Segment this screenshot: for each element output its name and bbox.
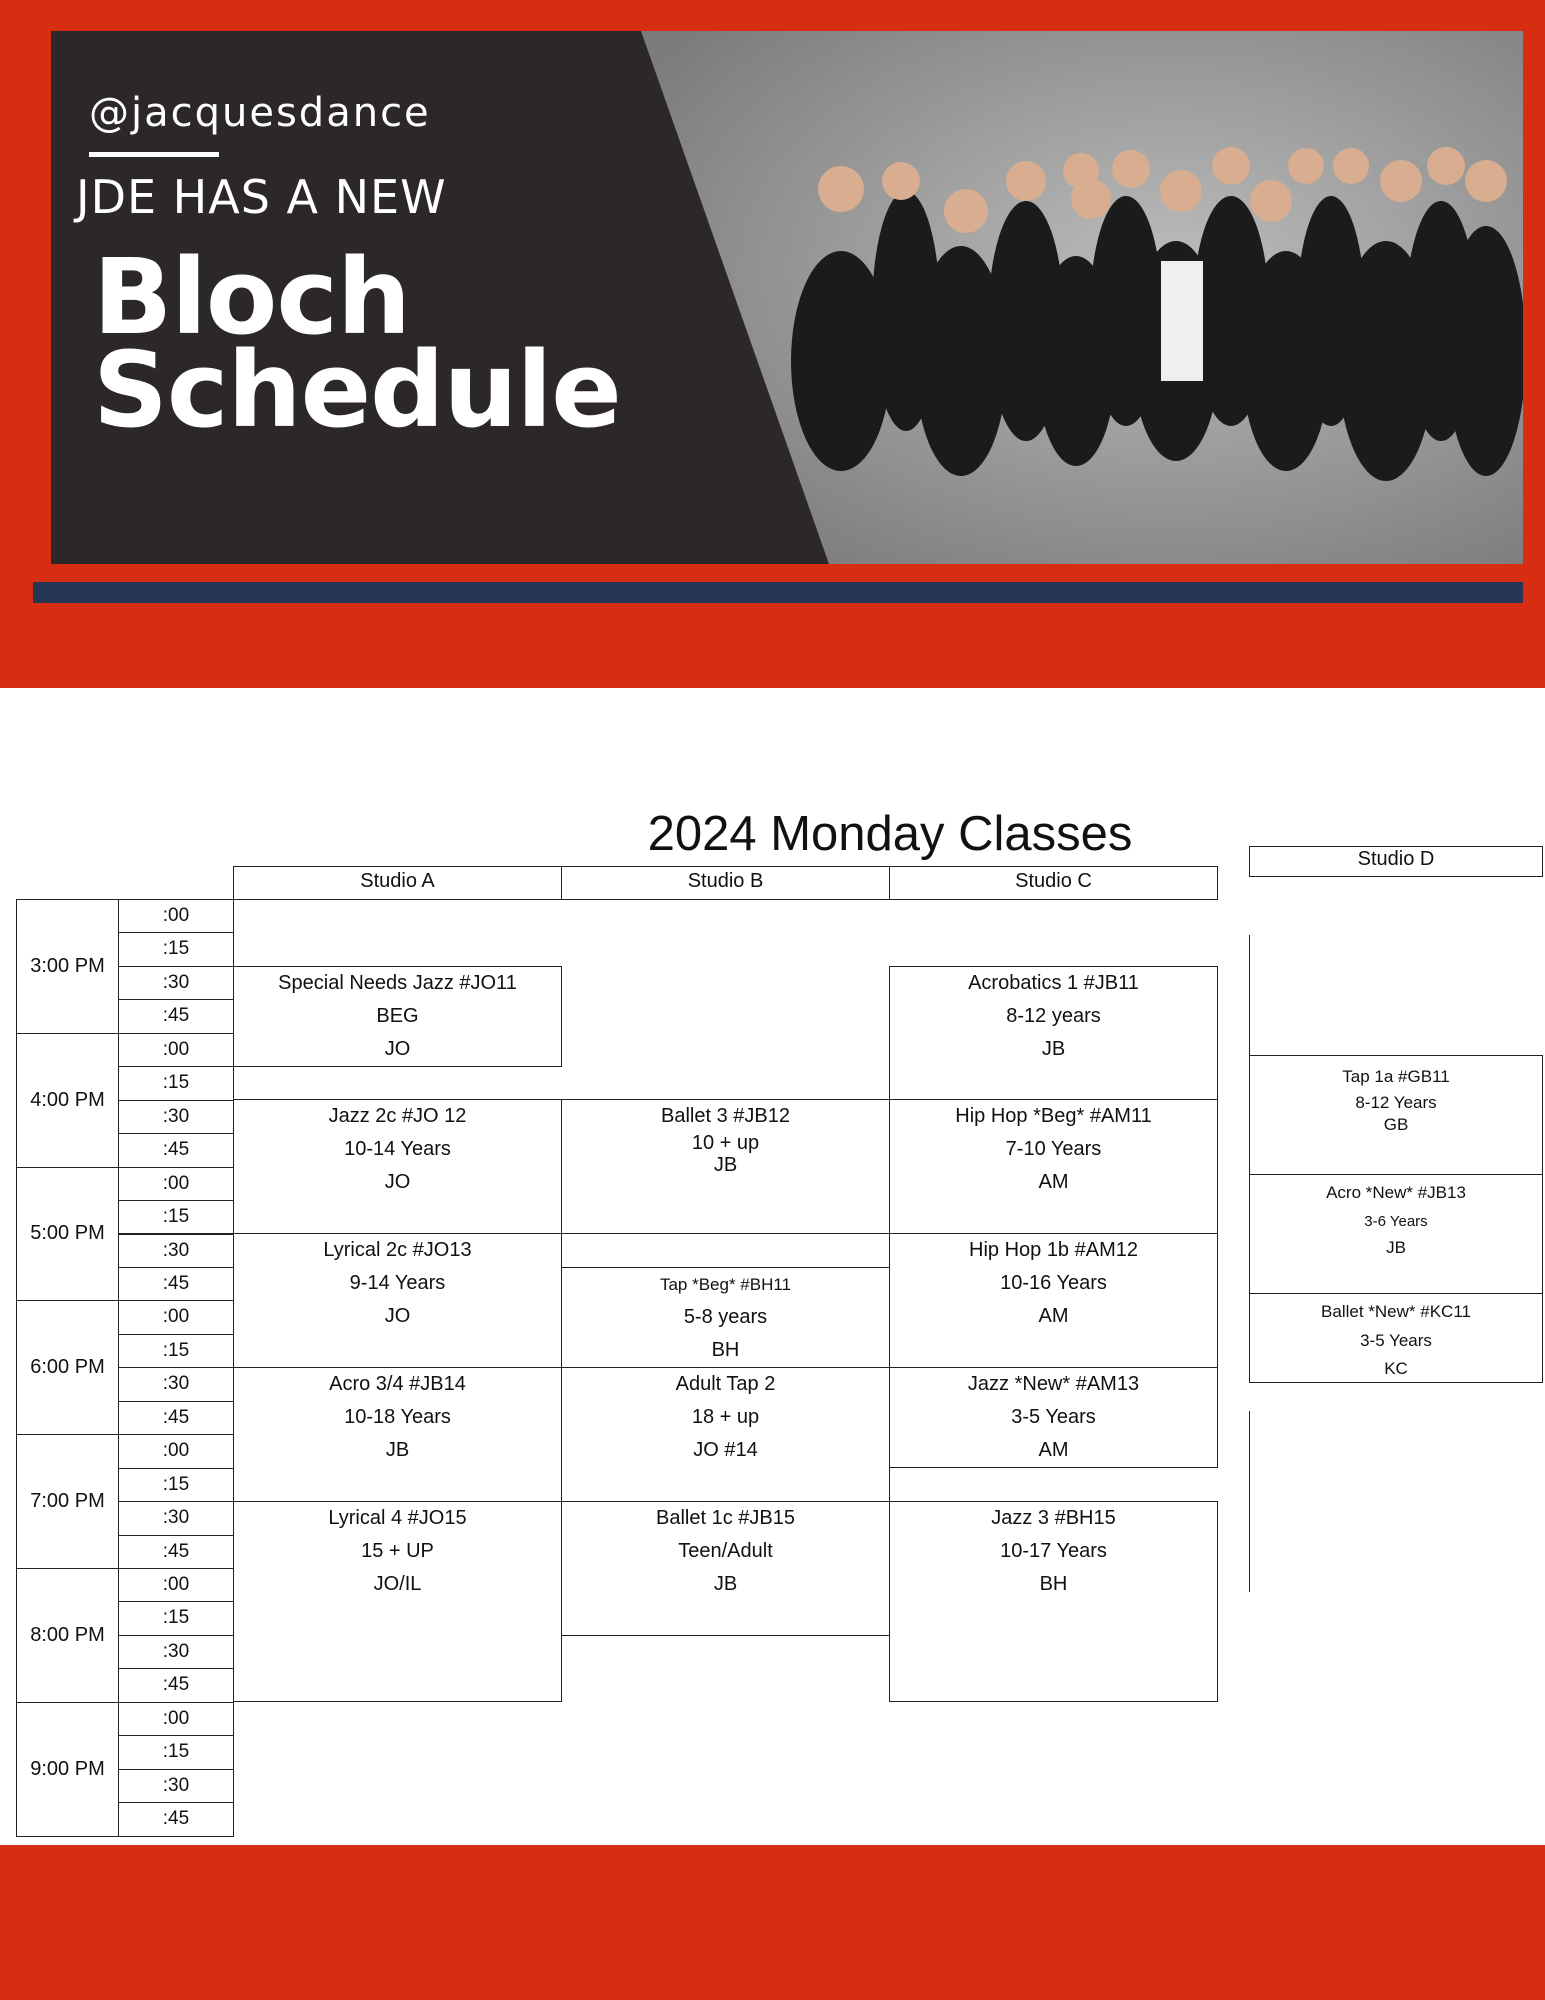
minute-label: :45	[118, 1133, 234, 1167]
class-level: 18 + up	[691, 1406, 760, 1428]
class-level: 3-5 Years	[1360, 1331, 1432, 1350]
class-instructor: JB	[713, 1573, 738, 1595]
class-block	[233, 1099, 562, 1234]
class-instructor: JB	[1041, 1038, 1066, 1060]
hour-label: 8:00 PM	[16, 1568, 119, 1703]
minute-label: :00	[118, 1568, 234, 1602]
class-name: Acro 3/4 #JB14	[329, 1373, 466, 1395]
class-name: Lyrical 4 #JO15	[328, 1507, 467, 1529]
class-instructor: BH	[711, 1339, 740, 1361]
class-name: Hip Hop *Beg* #AM11	[955, 1105, 1152, 1127]
class-name: Jazz 2c #JO 12	[328, 1105, 467, 1127]
class-instructor: GB	[1383, 1115, 1409, 1134]
class-instructor: AM	[1038, 1171, 1069, 1193]
class-block	[1249, 1174, 1543, 1263]
minute-label: :00	[118, 1702, 234, 1736]
class-block	[889, 1233, 1218, 1368]
minute-label: :45	[118, 1267, 234, 1301]
minute-label: :15	[118, 1468, 234, 1502]
class-block	[889, 1367, 1218, 1468]
class-name: Ballet *New* #KC11	[1321, 1302, 1471, 1321]
minute-label: :15	[118, 1200, 234, 1234]
class-block	[561, 1501, 890, 1636]
minute-label: :15	[118, 1334, 234, 1368]
minute-label: :45	[118, 1802, 234, 1836]
studio-header-a: Studio A	[233, 866, 562, 900]
class-instructor: BH	[1039, 1573, 1068, 1595]
class-name: Tap *Beg* #BH11	[659, 1275, 792, 1294]
minute-label: :30	[118, 966, 234, 1000]
class-name: Special Needs Jazz #JO11	[278, 972, 517, 994]
studio-header-c: Studio C	[889, 866, 1218, 900]
class-instructor: JO/IL	[373, 1573, 422, 1595]
minute-label: :15	[118, 1735, 234, 1769]
minute-label: :45	[118, 1668, 234, 1702]
class-block	[561, 1099, 890, 1234]
class-instructor: AM	[1038, 1439, 1069, 1461]
minute-label: :45	[118, 1535, 234, 1569]
navy-stripe	[33, 582, 1523, 603]
schedule-title: 2024 Monday Classes	[647, 807, 1133, 861]
minute-label: :30	[118, 1635, 234, 1669]
class-name: Acrobatics 1 #JB11	[968, 972, 1139, 994]
studio-d-guide-line	[1249, 935, 1250, 1056]
class-block	[889, 966, 1218, 1101]
minute-label: :30	[118, 1769, 234, 1803]
minute-label: :00	[118, 1434, 234, 1468]
hour-label: 6:00 PM	[16, 1300, 119, 1435]
class-block	[1249, 1293, 1543, 1383]
class-block	[233, 1501, 562, 1702]
handle-underline	[89, 152, 219, 157]
class-name: Jazz *New* #AM13	[967, 1373, 1140, 1395]
minute-label: :00	[118, 1033, 234, 1067]
hour-label: 4:00 PM	[16, 1033, 119, 1168]
class-name: Ballet 1c #JB15	[656, 1507, 795, 1529]
minute-label: :30	[118, 1501, 234, 1535]
class-block	[233, 1367, 562, 1502]
minute-label: :15	[118, 932, 234, 966]
class-block	[1249, 1055, 1543, 1175]
minute-label: :00	[118, 899, 234, 933]
class-level: 8-12 years	[1006, 1005, 1101, 1027]
title-line-2: Schedule	[93, 329, 621, 451]
class-level: 10-14 Years	[344, 1138, 451, 1160]
studio-header-d: Studio D	[1249, 846, 1543, 877]
class-instructor: JB	[1386, 1238, 1406, 1257]
class-name: Lyrical 2c #JO13	[323, 1239, 472, 1261]
minute-label: :45	[118, 1401, 234, 1435]
class-level: 8-12 Years	[1355, 1093, 1437, 1112]
class-level: BEG	[376, 1005, 419, 1027]
class-block	[561, 1367, 890, 1502]
hour-label: 3:00 PM	[16, 899, 119, 1034]
minute-label: :15	[118, 1601, 234, 1635]
class-name: Adult Tap 2	[675, 1373, 776, 1395]
class-level: 15 + UP	[361, 1540, 434, 1562]
social-handle: @jacquesdance	[89, 90, 431, 136]
footer-background	[0, 1845, 1545, 2000]
class-level: 7-10 Years	[1005, 1138, 1102, 1160]
hour-label: 7:00 PM	[16, 1434, 119, 1569]
class-block	[233, 1233, 562, 1368]
hour-label: 5:00 PM	[16, 1167, 119, 1302]
title-line-1: Bloch	[93, 236, 411, 358]
class-instructor: KC	[1384, 1359, 1408, 1378]
class-instructor: JO #14	[693, 1439, 758, 1461]
tagline: JDE HAS A NEW	[76, 170, 447, 224]
hour-label: 9:00 PM	[16, 1702, 119, 1837]
minute-label: :30	[118, 1234, 234, 1268]
class-instructor: AM	[1038, 1305, 1069, 1327]
class-instructor: JO	[384, 1038, 411, 1060]
class-level: 10-16 Years	[1000, 1272, 1107, 1294]
class-block	[561, 1267, 890, 1368]
class-level: 10-18 Years	[344, 1406, 451, 1428]
minute-label: :45	[118, 999, 234, 1033]
class-block	[889, 1099, 1218, 1234]
studio-d-guide-line	[1249, 1411, 1250, 1592]
class-instructor: JO	[384, 1305, 411, 1327]
class-block	[233, 966, 562, 1067]
class-level: Teen/Adult	[678, 1540, 773, 1562]
minute-label: :30	[118, 1100, 234, 1134]
minute-label: :15	[118, 1066, 234, 1100]
class-name: Ballet 3 #JB12	[661, 1105, 790, 1127]
class-level: 9-14 Years	[349, 1272, 446, 1294]
minute-label: :00	[118, 1167, 234, 1201]
class-level: 10 + up	[691, 1132, 760, 1154]
class-name: Jazz 3 #BH15	[991, 1507, 1116, 1529]
class-instructor: JB	[713, 1154, 738, 1176]
class-name: Tap 1a #GB11	[1342, 1067, 1450, 1086]
class-level: 10-17 Years	[1000, 1540, 1107, 1562]
studio-header-b: Studio B	[561, 866, 890, 900]
empty-slot	[561, 1233, 890, 1268]
empty-slot	[1249, 1262, 1543, 1293]
class-level: 3-6 Years	[1364, 1213, 1428, 1230]
class-name: Acro *New* #JB13	[1326, 1183, 1466, 1202]
minute-label: :00	[118, 1300, 234, 1334]
class-instructor: JO	[384, 1171, 411, 1193]
class-level: 3-5 Years	[1011, 1406, 1096, 1428]
class-level: 5-8 years	[683, 1306, 768, 1328]
class-instructor: JB	[385, 1439, 410, 1461]
minute-label: :30	[118, 1367, 234, 1401]
class-name: Hip Hop 1b #AM12	[969, 1239, 1138, 1261]
class-block	[889, 1501, 1218, 1702]
